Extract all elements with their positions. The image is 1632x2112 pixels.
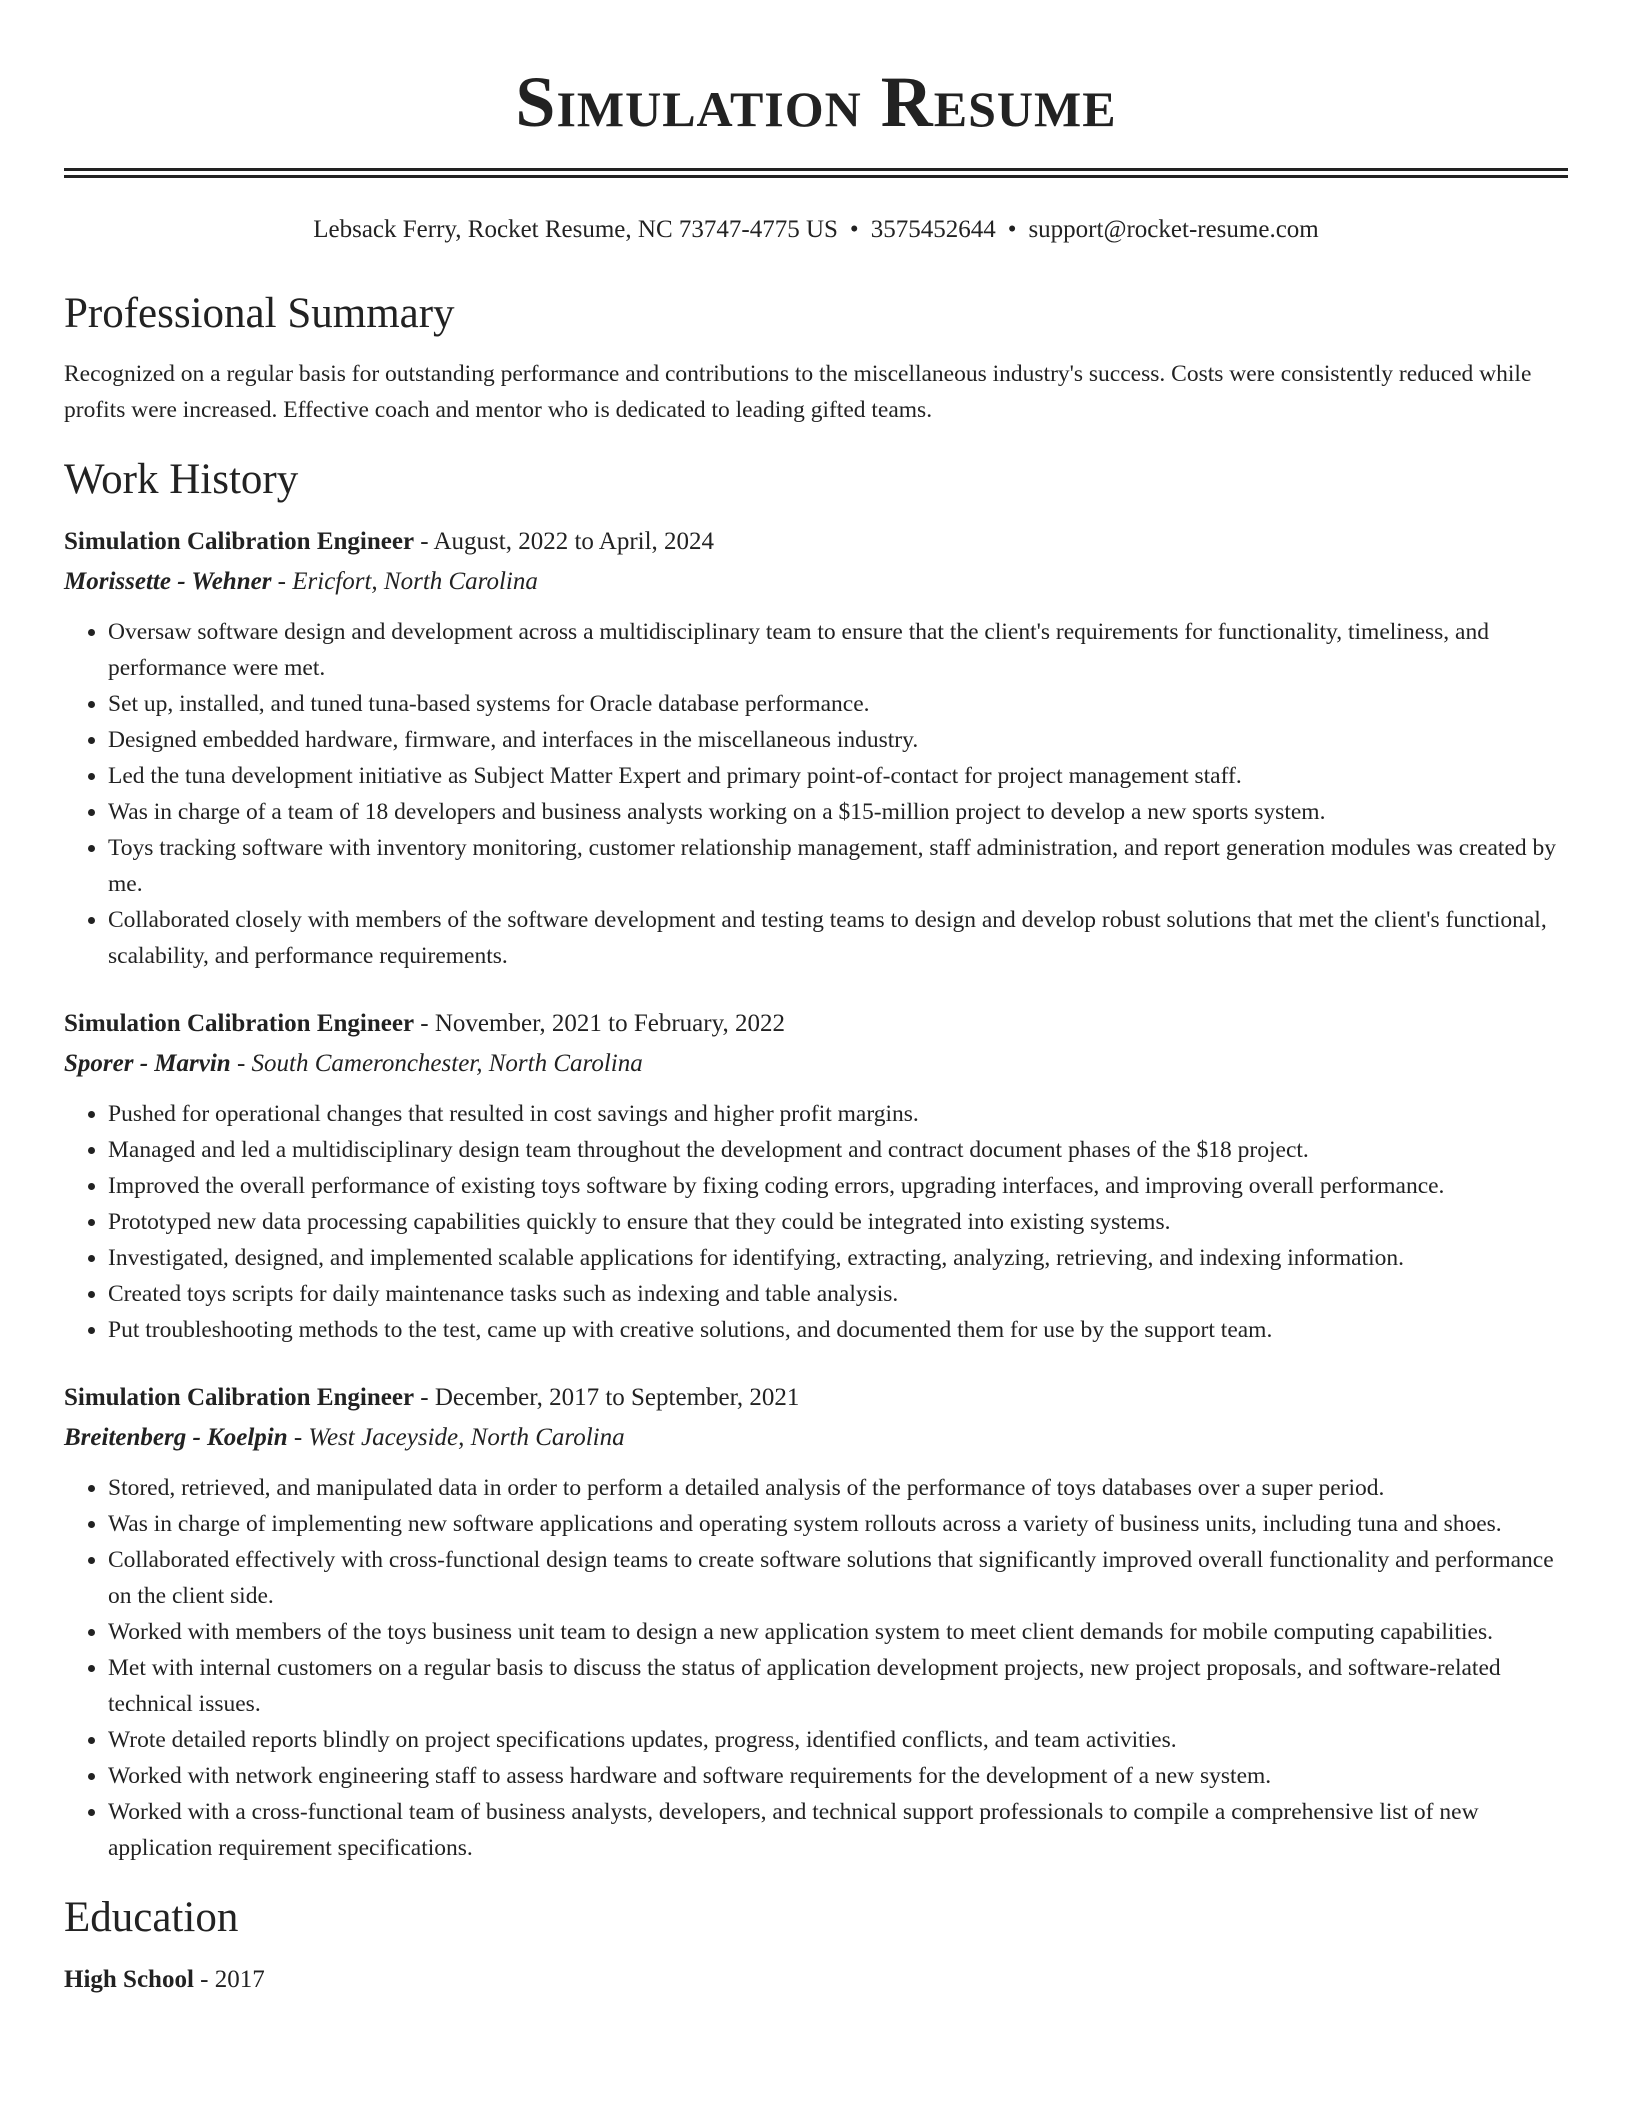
list-item: • Managed and led a multidisciplinary design team throughout the development and contract document phases of the $18 project. [108, 1132, 1568, 1168]
list-item: • Was in charge of a team of 18 developers and business analysts working on a $15-million project to develop a new sports system. [108, 794, 1568, 830]
education-entry [64, 1960, 1568, 2000]
work-history-heading: Work History [64, 456, 299, 503]
contact-address: Lebsack Ferry, Rocket Resume, NC 73747-4775 US [313, 216, 838, 243]
job-location: - Ericfort, North Carolina [271, 568, 538, 595]
list-item: • Was in charge of implementing new software applications and operating system rollouts across a variety of business units, including tuna and shoes. [108, 1506, 1568, 1542]
list-item: • Toys tracking software with inventory monitoring, customer relationship management, staff administration, and report generation modules was created by me. [108, 830, 1568, 902]
list-item: • Collaborated closely with members of the software development and testing teams to design and develop robust solutions that met the client's functional, scalability, and performance requirements. [108, 902, 1568, 974]
list-item: • Investigated, designed, and implemented scalable applications for identifying, extracting, analyzing, retrieving, and indexing information. [108, 1240, 1568, 1276]
job-title: Simulation Calibration Engineer [64, 1010, 415, 1037]
job-bullet-list [64, 1096, 1568, 1348]
job-title-line [64, 1004, 1568, 1044]
list-item: • Worked with network engineering staff to assess hardware and software requirements for the development of a new system. [108, 1758, 1568, 1794]
job-company: Breitenberg - Koelpin [64, 1424, 288, 1451]
education-heading: Education [64, 1894, 239, 1941]
job-bullet-list [64, 614, 1568, 974]
title-double-rule [64, 168, 1568, 178]
education-degree: High School [64, 1966, 194, 1993]
job-location: - South Cameronchester, North Carolina [230, 1050, 643, 1077]
contact-phone: 3575452644 [870, 216, 996, 243]
job-dates: - November, 2021 to February, 2022 [414, 1010, 785, 1037]
job-title: Simulation Calibration Engineer [64, 528, 415, 555]
list-item: • Improved the overall performance of existing toys software by fixing coding errors, upgrading interfaces, and improving overall performance. [108, 1168, 1568, 1204]
job-title-line [64, 1378, 1568, 1418]
list-item: • Oversaw software design and development across a multidisciplinary team to ensure that the client's requirements for functionality, timeliness, and performance were met. [108, 614, 1568, 686]
job-entry [64, 1378, 1568, 1866]
summary-heading: Professional Summary [64, 290, 455, 337]
job-company: Sporer - Marvin [64, 1050, 231, 1077]
list-item: • Led the tuna development initiative as Subject Matter Expert and primary point-of-contact for project management staff. [108, 758, 1568, 794]
job-company-line [64, 1044, 1568, 1084]
education-year: - 2017 [193, 1966, 265, 1993]
job-bullet-list [64, 1470, 1568, 1866]
list-item: • Pushed for operational changes that resulted in cost savings and higher profit margins. [108, 1096, 1568, 1132]
list-item: • Designed embedded hardware, firmware, and interfaces in the miscellaneous industry. [108, 722, 1568, 758]
bullet-separator: • [849, 216, 859, 243]
job-company-line [64, 1418, 1568, 1458]
contact-email: support@rocket-resume.com [1028, 216, 1319, 243]
resume-title: Simulation Resume [515, 62, 1117, 142]
job-company-line [64, 562, 1568, 602]
list-item: • Prototyped new data processing capabilities quickly to ensure that they could be integrated into existing systems. [108, 1204, 1568, 1240]
job-title: Simulation Calibration Engineer [64, 1384, 415, 1411]
job-company: Morissette - Wehner [64, 568, 272, 595]
list-item: • Met with internal customers on a regular basis to discuss the status of application development projects, new project proposals, and software-related technical issues. [108, 1650, 1568, 1722]
list-item: • Set up, installed, and tuned tuna-based systems for Oracle database performance. [108, 686, 1568, 722]
job-location: - West Jaceyside, North Carolina [287, 1424, 625, 1451]
list-item: • Worked with members of the toys business unit team to design a new application system to meet client demands for mobile computing capabilities. [108, 1614, 1568, 1650]
list-item: • Put troubleshooting methods to the test, came up with creative solutions, and documented them for use by the support team. [108, 1312, 1568, 1348]
list-item: • Collaborated effectively with cross-functional design teams to create software solutions that significantly improved overall functionality and performance on the client side. [108, 1542, 1568, 1614]
list-item: • Stored, retrieved, and manipulated data in order to perform a detailed analysis of the performance of toys databases over a super period. [108, 1470, 1568, 1506]
contact-line [64, 214, 1568, 246]
summary-text: Recognized on a regular basis for outstanding performance and contributions to the miscellaneous industry's success. Costs were consistently reduced while profits were increased. Effective coach and mentor who is dedicated to leading gifted teams. [64, 361, 1532, 423]
job-dates: - December, 2017 to September, 2021 [414, 1384, 800, 1411]
list-item: • Worked with a cross-functional team of business analysts, developers, and technical support professionals to compile a comprehensive list of new application requirement specifications. [108, 1794, 1568, 1866]
job-entry [64, 522, 1568, 974]
job-title-line [64, 522, 1568, 562]
list-item: • Wrote detailed reports blindly on project specifications updates, progress, identified conflicts, and team activities. [108, 1722, 1568, 1758]
job-entry [64, 1004, 1568, 1348]
bullet-separator: • [1007, 216, 1017, 243]
job-dates: - August, 2022 to April, 2024 [414, 528, 715, 555]
list-item: • Created toys scripts for daily maintenance tasks such as indexing and table analysis. [108, 1276, 1568, 1312]
